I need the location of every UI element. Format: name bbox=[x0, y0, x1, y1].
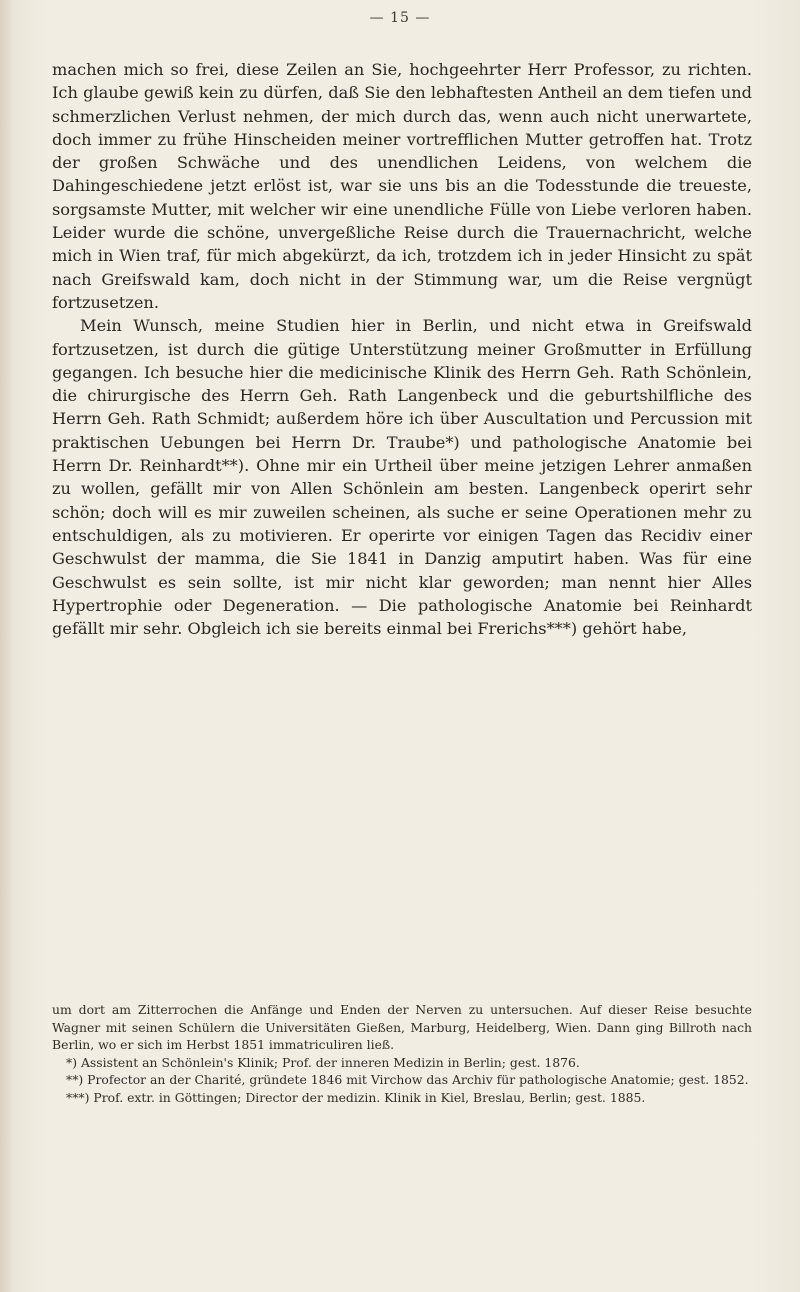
paragraph: machen mich so frei, diese Zeilen an Sie, hochgeehrter Herr Professor, zu richten. Ich glaube gewiß kein zu dürfen, daß Sie den lebhaftesten Antheil an dem tiefen und schmerzlichen Verlust nehmen, der mich durch das, wenn auch nicht unerwartete, doch immer zu frühe Hinscheiden meiner vortrefflichen Mutter getroffen hat. Trotz der großen Schwäche und des unendlichen Leidens, von welchem die Dahingeschiedene jetzt erlöst ist, war sie uns bis an die Todesstunde die treueste, sorgsamste Mutter, mit welcher wir eine unendliche Fülle von Liebe verloren haben. Leider wurde die schöne, unvergeßliche Reise durch die Trauernachricht, welche mich in Wien traf, für mich abgekürzt, da ich, trotzdem ich in jeder Hinsicht zu spät nach Greifswald kam, doch nicht in der Stimmung war, um die Reise vergnügt fortzusetzen. bbox=[52, 60, 752, 312]
footnote-continuation: um dort am Zitterrochen die Anfänge und Enden der Nerven zu untersuchen. Auf dieser Reise besuchte Wagner mit seinen Schülern die Universitäten Gießen, Marburg, Heidelberg, Wien. Dann ging Billroth nach Berlin, wo er sich im Herbst 1851 immatriculiren ließ. bbox=[52, 1002, 752, 1053]
paragraph: Mein Wunsch, meine Studien hier in Berlin, und nicht etwa in Greifswald fortzusetzen, ist durch die gütige Unterstützung meiner Großmutter in Erfüllung gegangen. Ich besuche hier die medicinische Klinik des Herrn Geh. Rath Schönlein, die chirurgische des Herrn Geh. Rath Langenbeck und die geburtshilfliche des Herrn Geh. Rath Schmidt; außerdem höre ich über Auscultation und Percussion mit praktischen Uebungen bei Herrn Dr. Traube*) und pathologische Anatomie bei Herrn Dr. Reinhardt**). Ohne mir ein Urtheil über meine jetzigen Lehrer anmaßen zu wollen, gefällt mir von Allen Schönlein am besten. Langenbeck operirt sehr schön; doch will es mir zuweilen scheinen, als suche er seine Operationen mehr zu entschuldigen, als zu motivieren. Er operirte vor einigen Tagen das Recidiv einer Geschwulst der mamma, die Sie 1841 in Danzig amputirt haben. Was für eine Geschwulst es sein sollte, ist mir nicht klar geworden; man nennt hier Alles Hypertrophie oder Degeneration. — Die pathologische Anatomie bei Reinhardt gefällt mir sehr. Obgleich ich sie bereits einmal bei Frerichs***) gehört habe, bbox=[52, 316, 752, 639]
footnote: ***) Prof. extr. in Göttingen; Director der medizin. Klinik in Kiel, Breslau, Berlin; gest. 1885. bbox=[66, 1089, 646, 1105]
footnotes bbox=[52, 1001, 752, 1107]
page-number: — 15 — bbox=[369, 10, 431, 26]
main-text bbox=[52, 58, 752, 640]
page-gutter-shadow bbox=[0, 0, 14, 1292]
footnote: *) Assistent an Schönlein's Klinik; Prof. der inneren Medizin in Berlin; gest. 1876. bbox=[66, 1054, 580, 1070]
footnote: **) Profector an der Charité, gründete 1846 mit Virchow das Archiv für pathologische Anatomie; gest. 1852. bbox=[66, 1072, 749, 1088]
